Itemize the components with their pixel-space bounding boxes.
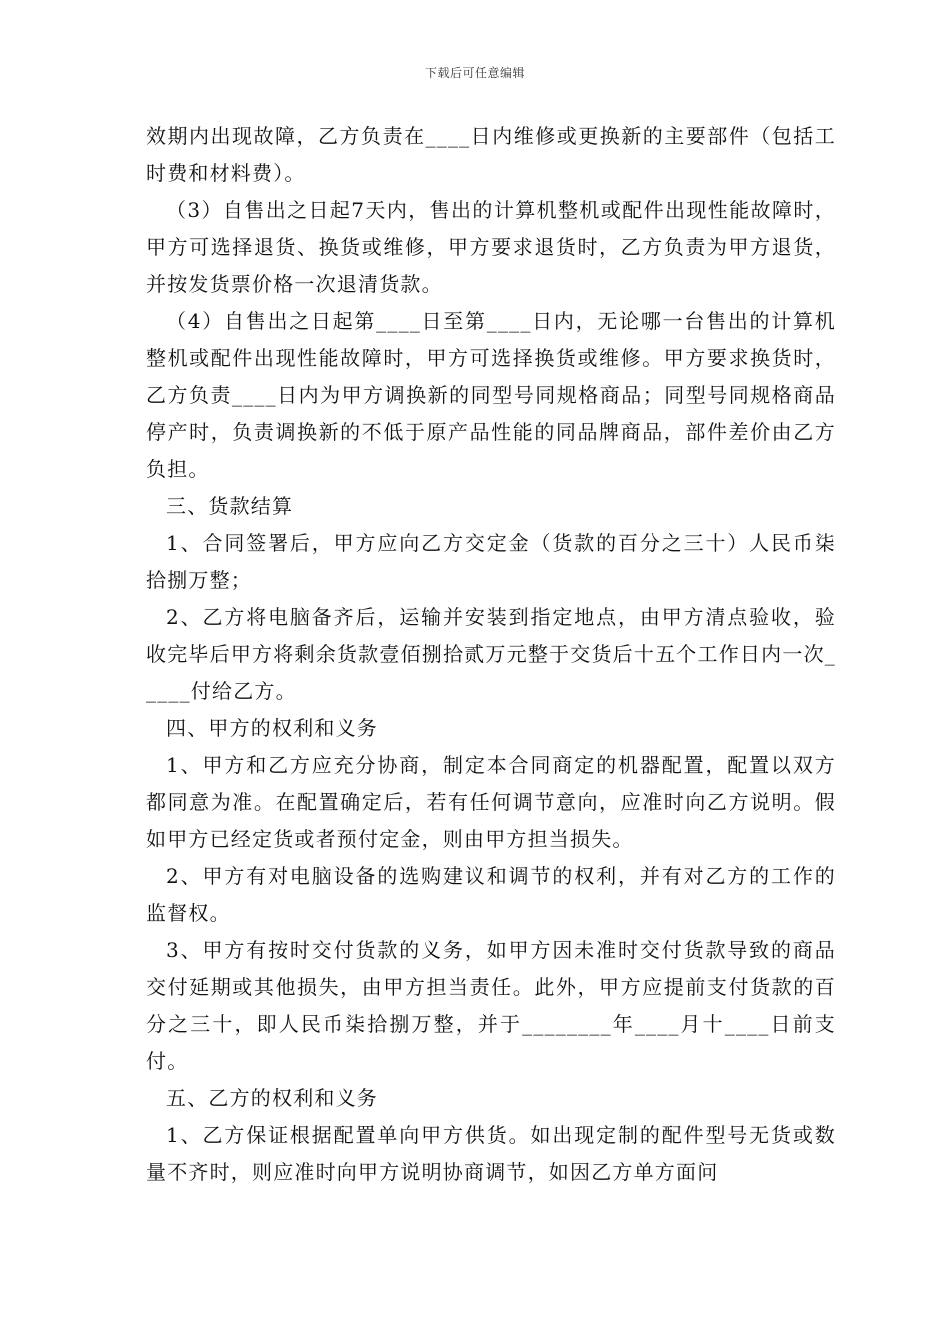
paragraph-party-a-1: 1、甲方和乙方应充分协商，制定本合同商定的机器配置，配置以双方都同意为准。在配置确定后，若有任何调节意向，应准时向乙方说明。假如甲方已经定货或者预付定金，则由甲方担当损失。 bbox=[146, 753, 836, 851]
paragraph-payment-1: 1、合同签署后，甲方应向乙方交定金（货款的百分之三十）人民币柒拾捌万整； bbox=[146, 531, 836, 592]
section-heading-party-a: 四、甲方的权利和义务 bbox=[166, 716, 378, 740]
paragraph-clause-3-return: （3）自售出之日起7天内，售出的计算机整机或配件出现性能故障时，甲方可选择退货、换货或维修，甲方要求退货时，乙方负责为甲方退货，并按发货票价格一次退清货款。 bbox=[146, 198, 836, 296]
page-header-note: 下载后可任意编辑 bbox=[424, 66, 525, 80]
section-heading-party-b: 五、乙方的权利和义务 bbox=[166, 1086, 378, 1110]
document-body bbox=[146, 118, 836, 1191]
paragraph-party-b-1: 1、乙方保证根据配置单向甲方供货。如出现定制的配件型号无货或数量不齐时，则应准时向甲方说明协商调节，如因乙方单方面问 bbox=[146, 1123, 836, 1184]
paragraph-clause-4-exchange: （4）自售出之日起第____日至第____日内，无论哪一台售出的计算机整机或配件出现性能故障时，甲方可选择换货或维修。甲方要求换货时，乙方负责____日内为甲方调换新的同型号同规格商品；同型号同规格商品停产时，负责调换新的不低于原产品性能的同品牌商品，部件差价由乙方负担。 bbox=[146, 309, 836, 481]
section-heading-payment: 三、货款结算 bbox=[166, 494, 294, 518]
paragraph-payment-2: 2、乙方将电脑备齐后，运输并安装到指定地点，由甲方清点验收，验收完毕后甲方将剩余货款壹佰捌拾贰万元整于交货后十五个工作日内一次_____付给乙方。 bbox=[146, 605, 836, 703]
paragraph-warranty-continued: 效期内出现故障，乙方负责在____日内维修或更换新的主要部件（包括工时费和材料费）。 bbox=[146, 124, 836, 185]
paragraph-party-a-2: 2、甲方有对电脑设备的选购建议和调节的权利，并有对乙方的工作的监督权。 bbox=[146, 864, 836, 925]
paragraph-party-a-3: 3、甲方有按时交付货款的义务，如甲方因未准时交付货款导致的商品交付延期或其他损失，由甲方担当责任。此外，甲方应提前支付货款的百分之三十，即人民币柒拾捌万整，并于________年____月十____日前支付。 bbox=[146, 938, 836, 1073]
